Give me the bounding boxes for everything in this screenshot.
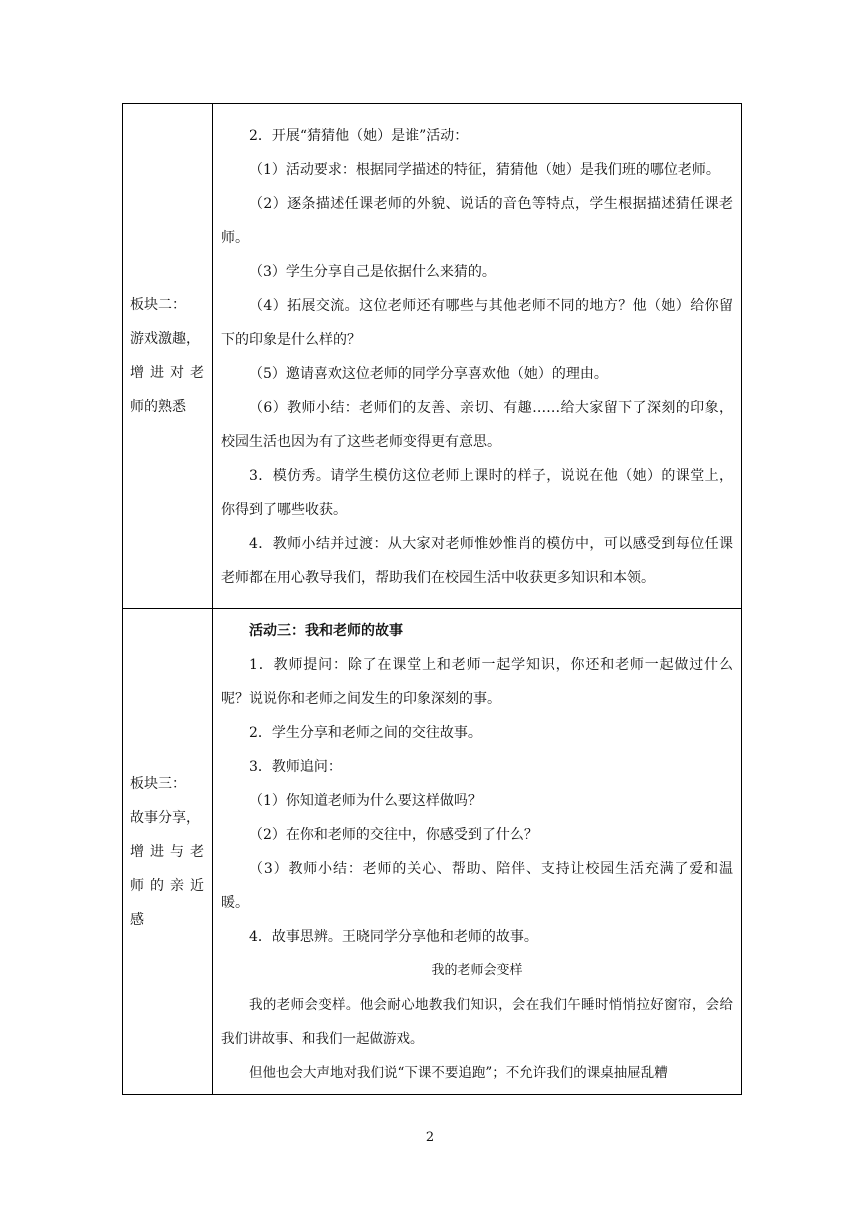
section-2-content-cell <box>213 104 742 609</box>
section-3-label <box>123 767 212 937</box>
paragraph: （2）逐条描述任课老师的外貌、说话的音色等特点，学生根据描述猜任课老师。 <box>221 195 733 246</box>
paragraph: （6）教师小结：老师们的友善、亲切、有趣……给大家留下了深刻的印象，校园生活也因为有了这些老师变得更有意思。 <box>221 399 733 450</box>
section-3-label-line: 故事分享， <box>130 809 200 826</box>
section-3-label-cell <box>123 609 213 1095</box>
section-2-label-line: 游戏激趣， <box>130 331 200 347</box>
paragraph: （3）学生分享自己是依据什么来猜的。 <box>249 263 496 280</box>
activity-heading: 活动三：我和老师的故事 <box>249 623 403 639</box>
lesson-plan-table <box>122 103 742 1095</box>
paragraph: （4）拓展交流。这位老师还有哪些与其他老师不同的地方？他（她）给你留下的印象是什么样的？ <box>221 297 733 348</box>
paragraph: （2）在你和老师的交往中，你感受到了什么？ <box>249 827 538 843</box>
section-2-label <box>123 288 212 424</box>
section-3-label-line: 感 <box>130 911 144 928</box>
section-3-content-cell <box>213 609 742 1095</box>
section-3-label-line: 板块三： <box>130 775 186 792</box>
section-2-label-line: 师的熟悉 <box>130 399 186 415</box>
section-3-content <box>213 609 741 1094</box>
paragraph: 2．开展“猜猜他（她）是谁”活动： <box>249 127 469 144</box>
story-title: 我的老师会变样 <box>431 963 523 978</box>
section-2-label-line: 增进对老 <box>130 365 204 381</box>
story-paragraph: 我的老师会变样。他会耐心地教我们知识，会在我们午睡时悄悄拉好窗帘，会给我们讲故事、和我们一起做游戏。 <box>221 997 733 1047</box>
story-paragraph: 但他也会大声地对我们说“下课不要追跑”；不允许我们的课桌抽屉乱糟 <box>249 1065 668 1081</box>
paragraph: 3．模仿秀。请学生模仿这位老师上课时的样子，说说在他（她）的课堂上，你得到了哪些收获。 <box>221 467 733 518</box>
table-row-section-2 <box>123 104 742 609</box>
section-3-label-line: 增进与老 <box>130 843 204 860</box>
paragraph: 4．故事思辨。王晓同学分享他和老师的故事。 <box>249 929 538 945</box>
paragraph: 1．教师提问：除了在课堂上和老师一起学知识，你还和老师一起做过什么呢？说说你和老师之间发生的印象深刻的事。 <box>221 657 733 707</box>
paragraph: 3．教师追问： <box>249 759 342 775</box>
paragraph: （3）教师小结：老师的关心、帮助、陪伴、支持让校园生活充满了爱和温暖。 <box>221 861 733 911</box>
page-number: 2 <box>425 1130 435 1145</box>
paragraph: （1）活动要求：根据同学描述的特征，猜猜他（她）是我们班的哪位老师。 <box>249 161 720 178</box>
section-2-content <box>213 114 741 599</box>
paragraph: （5）邀请喜欢这位老师的同学分享喜欢他（她）的理由。 <box>249 365 608 382</box>
section-2-label-line: 板块二： <box>130 297 186 313</box>
section-3-label-line: 师的亲近 <box>130 877 204 894</box>
paragraph: 4．教师小结并过渡：从大家对老师惟妙惟肖的模仿中，可以感受到每位任课老师都在用心教导我们，帮助我们在校园生活中收获更多知识和本领。 <box>221 535 733 586</box>
paragraph: （1）你知道老师为什么要这样做吗？ <box>249 793 482 809</box>
section-2-label-cell <box>123 104 213 609</box>
table-row-section-3 <box>123 609 742 1095</box>
paragraph: 2．学生分享和老师之间的交往故事。 <box>249 725 482 741</box>
